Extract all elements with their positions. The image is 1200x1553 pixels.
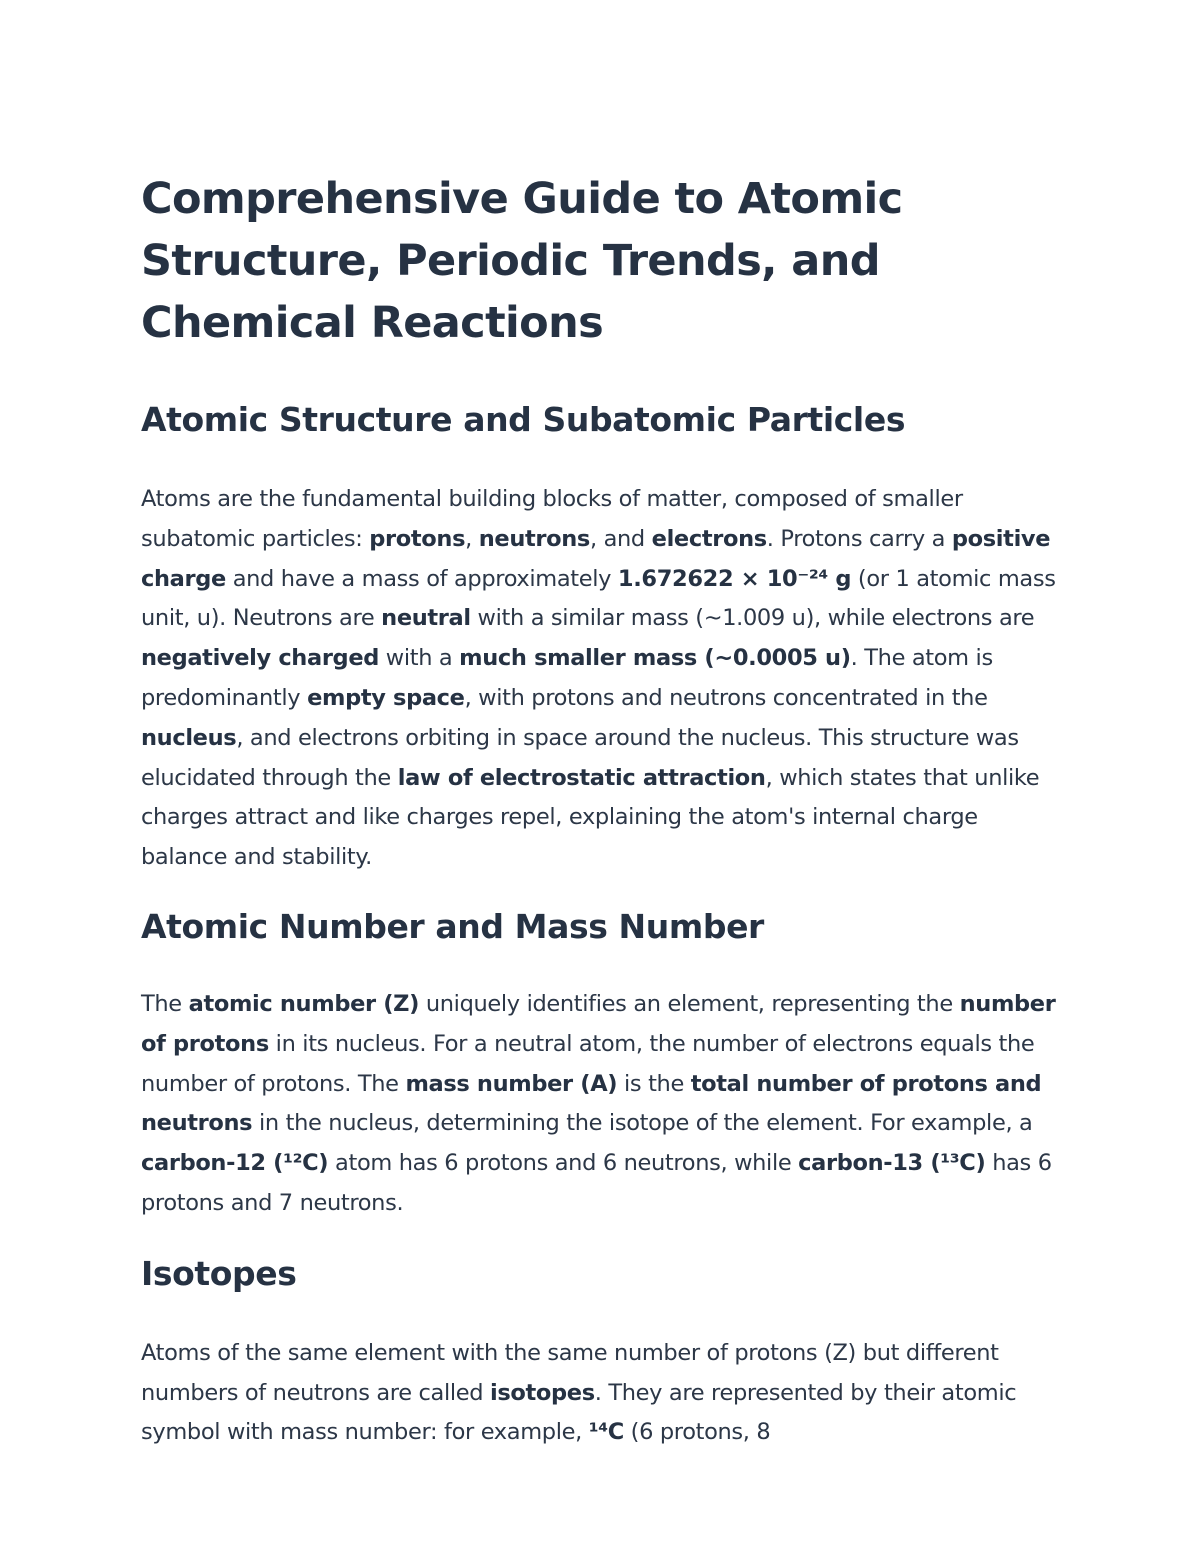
bold-term: isotopes xyxy=(490,1379,595,1406)
text-run: , which states that unlike charges attract and like charges repel, explaining the atom's internal charge balance and stability. xyxy=(141,764,1040,871)
bold-term: total number of protons and neutrons xyxy=(141,1070,1042,1137)
bold-term: carbon-13 (¹³C) xyxy=(798,1150,986,1177)
text-run: (6 protons, 8 xyxy=(623,1419,771,1446)
bold-term: carbon-12 (¹²C) xyxy=(141,1150,329,1177)
text-run: uniquely identifies an element, representing the xyxy=(419,990,960,1017)
text-run: atom has 6 protons and 6 neutrons, while xyxy=(328,1150,799,1177)
page-title: Comprehensive Guide to Atomic Structure, Periodic Trends, and Chemical Reactions xyxy=(141,174,903,348)
document-page xyxy=(141,168,1061,1453)
text-run: and have a mass of approximately xyxy=(225,565,618,592)
text-run: Atoms are the fundamental building blocks of matter, composed of smaller subatomic particles: xyxy=(141,486,963,552)
paragraph-isotopes xyxy=(141,1334,1061,1453)
text-run: , and electrons orbiting in space around the nucleus. This structure was elucidated through the xyxy=(141,724,1019,791)
bold-term: electrons xyxy=(651,525,767,552)
text-run: with a xyxy=(378,645,460,672)
bold-term: neutral xyxy=(381,605,471,632)
bold-term: nucleus xyxy=(141,724,237,751)
text-run: , xyxy=(465,525,479,552)
paragraph-atomic-structure xyxy=(141,480,1061,878)
bold-term: law of electrostatic attraction xyxy=(397,764,766,791)
text-run: . The atom is predominantly xyxy=(141,645,993,711)
bold-term: ¹⁴C xyxy=(588,1419,624,1446)
text-run: Atoms of the same element with the same number of protons (Z) but different numbers of neutrons are called xyxy=(141,1339,999,1406)
section-heading-isotopes: Isotopes xyxy=(141,1253,297,1293)
text-run: (or 1 atomic mass unit, u). Neutrons are xyxy=(141,565,1056,632)
text-run: , with protons and neutrons concentrated in the xyxy=(464,684,988,711)
text-run: with a similar mass (~1.009 u), while electrons are xyxy=(470,605,1035,632)
bold-term: mass number (A) xyxy=(405,1070,618,1097)
text-run: has 6 protons and 7 neutrons. xyxy=(141,1150,1052,1216)
paragraph-atomic-number xyxy=(141,985,1061,1224)
text-run: in the nucleus, determining the isotope of the element. For example, a xyxy=(252,1110,1033,1137)
text-run: The xyxy=(141,990,189,1017)
section-heading-atomic-number: Atomic Number and Mass Number xyxy=(141,906,764,946)
bold-term: number of protons xyxy=(141,990,1056,1057)
bold-term: much smaller mass (~0.0005 u) xyxy=(459,645,851,672)
text-run: , and xyxy=(589,525,652,552)
text-run: in its nucleus. For a neutral atom, the number of electrons equals the number of protons. The xyxy=(141,1030,1035,1097)
text-run: . Protons carry a xyxy=(766,525,952,552)
bold-term: 1.672622 × 10⁻²⁴ g xyxy=(617,565,852,592)
bold-term: empty space xyxy=(307,684,465,711)
text-run: is the xyxy=(617,1070,691,1097)
section-heading-atomic-structure: Atomic Structure and Subatomic Particles xyxy=(141,400,906,439)
text-run: . They are represented by their atomic symbol with mass number: for example, xyxy=(141,1379,1017,1446)
bold-term: atomic number (Z) xyxy=(188,990,420,1017)
bold-term: positive charge xyxy=(141,525,1051,592)
bold-term: neutrons xyxy=(478,525,590,552)
bold-term: negatively charged xyxy=(141,645,379,672)
bold-term: protons xyxy=(369,525,466,552)
